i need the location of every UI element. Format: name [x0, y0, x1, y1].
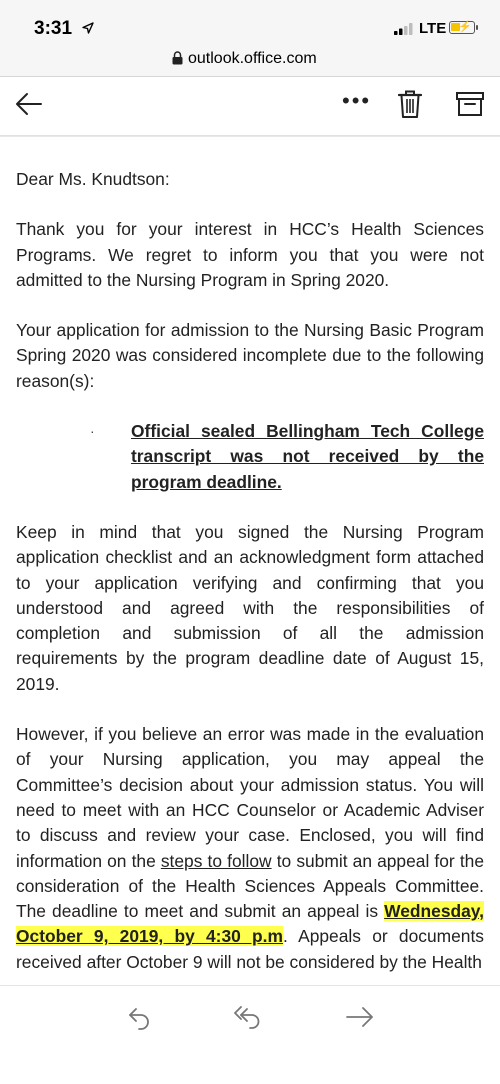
back-button[interactable]: [14, 91, 44, 122]
reply-button[interactable]: [127, 1004, 153, 1035]
email-greeting: Dear Ms. Knudtson:: [16, 169, 170, 189]
more-icon: •••: [342, 88, 372, 113]
email-body[interactable]: [0, 136, 500, 986]
more-options-button[interactable]: [342, 88, 372, 113]
appeal-deadline-highlight: Wednesday, October 9, 2019, by 4:30 p.m: [16, 901, 484, 947]
location-arrow-icon: [82, 21, 94, 39]
archive-icon: [456, 104, 484, 121]
delete-button[interactable]: [398, 89, 422, 124]
email-content: [16, 167, 484, 986]
trash-icon: [398, 106, 422, 123]
battery-tip: [476, 25, 478, 30]
paragraph-4-text-c: . Appeals or documents received after October 9 will not be considered by the Health: [16, 926, 484, 972]
lock-icon: [172, 51, 183, 70]
reply-all-button[interactable]: [232, 1004, 266, 1035]
paragraph-4-text-a: However, if you believe an error was made in the evaluation of your Nursing application, you may appeal the Committee’s decision about your admission status. You will need to meet with an HCC Counselor or Academic Adviser to discuss and review your case. Enclosed, you will find information on the: [16, 724, 484, 871]
mail-toolbar: [0, 77, 500, 136]
email-paragraph-2: Your application for admission to the Nursing Basic Program Spring 2020 was considered incomplete due to the following reason(s):: [16, 320, 484, 391]
status-time: 3:31: [34, 18, 73, 39]
battery-icon: ⚡: [449, 21, 475, 34]
status-bar: [0, 0, 500, 44]
bullet-point: ·: [90, 423, 95, 440]
back-arrow-icon: [14, 104, 44, 121]
cellular-signal-icon: [394, 22, 416, 40]
forward-arrow-icon: [345, 1017, 375, 1034]
reply-all-icon: [232, 1017, 266, 1034]
reply-icon: [127, 1017, 153, 1034]
paragraph-4-text-b: to submit an appeal for the consideration of the Health Sciences Appeals Committee. The deadline to meet and submit an appeal is: [16, 850, 484, 922]
forward-button[interactable]: [345, 1004, 375, 1035]
reason-list-item: [16, 419, 484, 495]
archive-button[interactable]: [456, 91, 484, 122]
email-paragraph-3: Keep in mind that you signed the Nursing Program application checklist and an acknowledgment form attached to your application verifying and confirming that you understood and agreed with the responsibilities of completion and submission of all the admission requirements by the program deadline date of August 15, 2019.: [16, 521, 484, 694]
steps-to-follow-link[interactable]: steps to follow: [160, 850, 272, 871]
email-paragraph-4: [16, 722, 484, 975]
email-paragraph-1: Thank you for your interest in HCC’s Health Sciences Programs. We regret to inform you that you were not admitted to the Nursing Program in Spring 2020.: [16, 219, 484, 290]
bottom-action-bar: [0, 985, 500, 1084]
network-type: LTE: [419, 20, 447, 37]
reason-text: Official sealed Bellingham Tech College transcript was not received by the program deadline.: [131, 421, 484, 492]
url-bar[interactable]: [0, 44, 500, 77]
url-text[interactable]: outlook.office.com: [188, 50, 317, 67]
